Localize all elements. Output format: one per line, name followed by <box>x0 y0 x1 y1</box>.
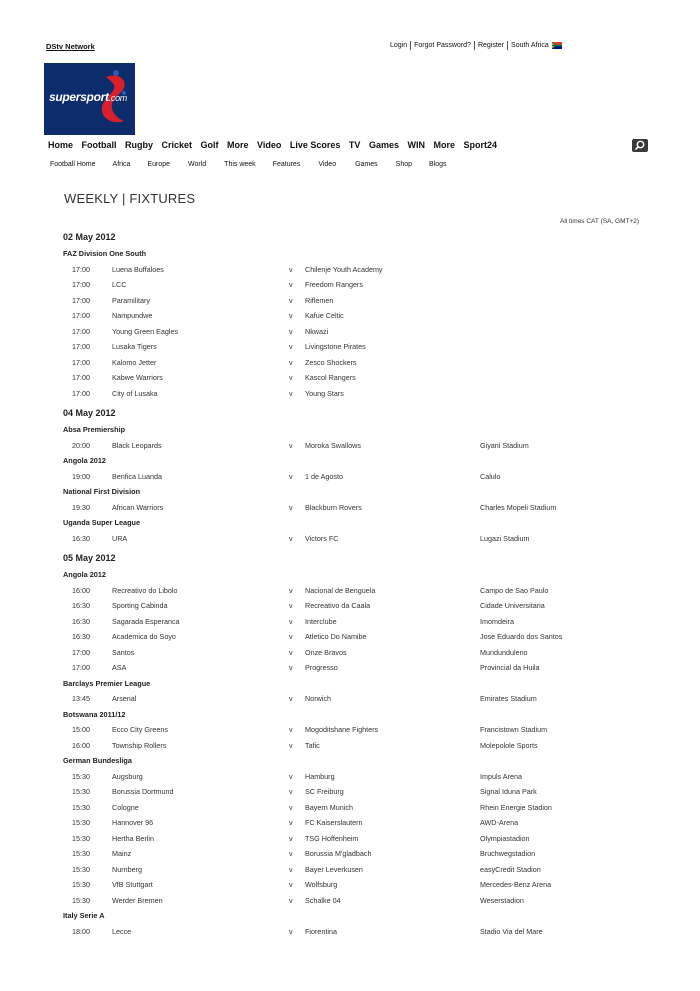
fixture-row <box>0 441 700 453</box>
versus-label: v <box>289 311 293 320</box>
home-team[interactable]: Benfica Luanda <box>112 471 162 481</box>
versus-label: v <box>289 533 293 543</box>
kickoff-time: 16:30 <box>72 601 90 610</box>
away-team[interactable]: Young Stars <box>305 388 344 398</box>
nav-video[interactable]: Video <box>257 140 282 150</box>
competition-heading: Absa Premiership <box>63 425 126 434</box>
away-team[interactable]: FC Kaiserslautern <box>305 818 363 827</box>
versus-label: v <box>289 663 293 672</box>
kickoff-time: 17:00 <box>72 647 90 657</box>
kickoff-time: 17:00 <box>72 373 90 382</box>
competition-heading: German Bundesliga <box>63 756 132 765</box>
away-team[interactable]: Schalke 04 <box>305 895 341 905</box>
away-team[interactable]: Onze Bravos <box>305 647 347 657</box>
away-team[interactable]: Chilenje Youth Academy <box>305 264 383 274</box>
venue: Calulo <box>480 471 501 481</box>
versus-label: v <box>289 295 293 305</box>
away-team[interactable]: Blackburn Rovers <box>305 502 362 512</box>
fixture-row <box>0 834 700 846</box>
fixture-row <box>0 280 700 292</box>
venue: Jose Eduardo dos Santos <box>480 632 563 641</box>
venue: Bruchwegstadion <box>480 849 536 858</box>
away-team[interactable]: Norwich <box>305 694 331 703</box>
kickoff-time: 15:30 <box>72 895 90 905</box>
nav-sport24[interactable]: Sport24 <box>463 140 497 150</box>
fixture-row <box>0 373 700 385</box>
subnav-video[interactable]: Video <box>318 161 337 168</box>
venue: Charles Mopeli Stadium <box>480 502 557 512</box>
fixture-row <box>0 586 700 598</box>
fixture-row <box>0 327 700 339</box>
fixture-row <box>0 503 700 515</box>
timezone-note: All times CAT (SA, GMT+2) <box>560 218 640 225</box>
fixture-row <box>0 849 700 861</box>
versus-label: v <box>289 264 293 274</box>
versus-label: v <box>289 787 293 796</box>
nav-cricket[interactable]: Cricket <box>161 140 193 150</box>
versus-label: v <box>289 802 293 812</box>
fixture-row <box>0 694 700 706</box>
kickoff-time: 17:00 <box>72 280 90 289</box>
fixture-row <box>0 534 700 546</box>
venue: AWD-Arena <box>480 818 519 827</box>
home-team[interactable]: Paramilitary <box>112 295 150 305</box>
home-team[interactable]: Recreativo do Libolo <box>112 585 178 595</box>
versus-label: v <box>289 280 293 289</box>
fixture-row <box>0 787 700 799</box>
versus-label: v <box>289 833 293 843</box>
venue: Mercedes-Benz Arena <box>480 880 552 889</box>
versus-label: v <box>289 694 293 703</box>
versus-label: v <box>289 849 293 858</box>
home-team[interactable]: Mainz <box>112 849 132 858</box>
fixture-row <box>0 803 700 815</box>
competition-heading: FAZ Division One South <box>63 249 147 258</box>
away-team[interactable]: Bayer Leverkusen <box>305 864 363 874</box>
south-africa-flag-icon[interactable] <box>552 42 562 49</box>
competition-heading: Uganda Super League <box>63 518 141 527</box>
fixture-row <box>0 772 700 784</box>
away-team[interactable]: Moroka Swallows <box>305 440 361 450</box>
versus-label: v <box>289 647 293 657</box>
away-team[interactable]: Nacional de Benguela <box>305 585 376 595</box>
home-team[interactable]: Lusaka Tigers <box>112 342 157 351</box>
kickoff-time: 16:30 <box>72 533 90 543</box>
kickoff-time: 15:00 <box>72 725 90 734</box>
venue: Campo de Sao Paulo <box>480 585 549 595</box>
home-team[interactable]: Hannover 96 <box>112 818 154 827</box>
fixture-row <box>0 296 700 308</box>
home-team[interactable]: Werder Bremen <box>112 895 163 905</box>
venue: Emirates Stadium <box>480 694 537 703</box>
competition-heading: Barclays Premier League <box>63 678 151 688</box>
home-team[interactable]: Black Leopards <box>112 440 162 450</box>
fixture-row <box>0 358 700 370</box>
date-heading: 02 May 2012 <box>63 232 116 242</box>
venue: Imomdeira <box>480 616 514 626</box>
region-link[interactable]: South Africa <box>511 42 549 49</box>
venue: Impuls Arena <box>480 771 522 781</box>
away-team[interactable]: TSG Hoffenheim <box>305 833 359 843</box>
fixture-row <box>0 818 700 830</box>
home-team[interactable]: Kalomo Jetter <box>112 357 157 367</box>
away-team[interactable]: 1 de Agosto <box>305 471 343 481</box>
kickoff-time: 17:00 <box>72 342 90 351</box>
kickoff-time: 15:30 <box>72 818 90 827</box>
home-team[interactable]: Hertha Berlin <box>112 833 154 843</box>
logo-text: supersport.com <box>49 90 127 104</box>
venue: Rhein Energie Stadion <box>480 802 552 812</box>
nav-rugby[interactable]: Rugby <box>125 140 154 150</box>
search-icon <box>632 139 648 152</box>
home-team[interactable]: URA <box>112 533 128 543</box>
kickoff-time: 15:30 <box>72 880 90 889</box>
kickoff-time: 19:00 <box>72 471 90 481</box>
supersport-logo[interactable] <box>44 63 135 135</box>
away-team[interactable]: Progresso <box>305 663 338 672</box>
versus-label: v <box>289 895 293 905</box>
versus-label: v <box>289 585 293 595</box>
away-team[interactable]: Bayern Munich <box>305 802 353 812</box>
home-team[interactable]: Academica do Soyo <box>112 632 176 641</box>
away-team[interactable]: Kascol Rangers <box>305 373 356 382</box>
home-team[interactable]: ASA <box>112 663 127 672</box>
divider <box>507 41 508 50</box>
date-heading: 05 May 2012 <box>63 553 116 563</box>
fixture-row <box>0 896 700 908</box>
fixture-row <box>0 617 700 629</box>
versus-label: v <box>289 616 293 626</box>
nav-tv[interactable]: TV <box>348 140 361 150</box>
fixture-row <box>0 311 700 323</box>
subnav-blogs[interactable]: Blogs <box>429 161 447 168</box>
register-link[interactable]: Register <box>477 42 505 49</box>
subnav-africa[interactable]: Africa <box>112 161 131 168</box>
forgot-password-link[interactable]: Forgot Password? <box>414 42 471 49</box>
fixture-row <box>0 648 700 660</box>
home-team[interactable]: Young Green Eagles <box>112 326 179 336</box>
subnav-this-week[interactable]: This week <box>224 161 256 168</box>
subnav-football-home[interactable]: Football Home <box>50 161 96 168</box>
competition-heading: Angola 2012 <box>63 456 106 465</box>
away-team[interactable]: Nkwazi <box>305 326 329 336</box>
kickoff-time: 16:30 <box>72 632 90 641</box>
away-team[interactable]: Recreativo da Caala <box>305 601 371 610</box>
away-team[interactable]: SC Freiburg <box>305 787 344 796</box>
venue: Stadio Via del Mare <box>480 926 543 936</box>
home-team[interactable]: Sagarada Esperanca <box>112 616 180 626</box>
versus-label: v <box>289 502 293 512</box>
versus-label: v <box>289 326 293 336</box>
venue: Giyani Stadium <box>480 440 529 450</box>
dstv-network-link[interactable]: DStv Network <box>46 42 95 51</box>
account-links <box>390 41 562 50</box>
kickoff-time: 15:30 <box>72 849 90 858</box>
kickoff-time: 16:00 <box>72 585 90 595</box>
venue: Weserstadion <box>480 895 524 905</box>
versus-label: v <box>289 471 293 481</box>
home-team[interactable]: Cologne <box>112 802 139 812</box>
venue: Cidade Universitaria <box>480 601 545 610</box>
fixture-row <box>0 342 700 354</box>
away-team[interactable]: Hamburg <box>305 771 335 781</box>
fixture-row <box>0 265 700 277</box>
versus-label: v <box>289 740 293 750</box>
fixture-row <box>0 389 700 401</box>
nav-more-2[interactable]: More <box>433 140 455 150</box>
kickoff-time: 15:30 <box>72 802 90 812</box>
divider <box>410 41 411 50</box>
home-team[interactable]: Nurnberg <box>112 864 142 874</box>
venue: Francistown Stadium <box>480 725 548 734</box>
venue: Mundunduleno <box>480 647 528 657</box>
away-team[interactable]: Fiorentina <box>305 926 337 936</box>
home-team[interactable]: Borussia Dortmund <box>112 787 174 796</box>
home-team[interactable]: Kabwe Warriors <box>112 373 163 382</box>
kickoff-time: 17:00 <box>72 295 90 305</box>
nav-live-scores[interactable]: Live Scores <box>289 140 341 150</box>
versus-label: v <box>289 342 293 351</box>
kickoff-time: 18:00 <box>72 926 90 936</box>
nav-golf[interactable]: Golf <box>200 140 219 150</box>
nav-win[interactable]: WIN <box>407 140 425 150</box>
fixture-row <box>0 632 700 644</box>
venue: Provincial da Huila <box>480 663 540 672</box>
venue: Molepolole Sports <box>480 740 538 750</box>
main-nav <box>48 140 506 150</box>
home-team[interactable]: Luena Buffaloes <box>112 264 164 274</box>
competition-heading: Angola 2012 <box>63 570 106 579</box>
home-team[interactable]: Sporting Cabinda <box>112 601 168 610</box>
fixture-row <box>0 663 700 675</box>
home-team[interactable]: Arsenal <box>112 694 137 703</box>
competition-heading: Italy Serie A <box>63 911 105 920</box>
competition-heading: Botswana 2011/12 <box>63 709 126 719</box>
home-team[interactable]: Augsburg <box>112 771 143 781</box>
versus-label: v <box>289 601 293 610</box>
kickoff-time: 15:30 <box>72 864 90 874</box>
versus-label: v <box>289 632 293 641</box>
versus-label: v <box>289 818 293 827</box>
page-title: WEEKLY | FIXTURES <box>64 191 196 206</box>
kickoff-time: 16:30 <box>72 616 90 626</box>
versus-label: v <box>289 357 293 367</box>
fixture-row <box>0 927 700 939</box>
away-team[interactable]: Tafic <box>305 740 320 750</box>
kickoff-time: 16:00 <box>72 740 90 750</box>
nav-more[interactable]: More <box>227 140 249 150</box>
subnav-games[interactable]: Games <box>355 161 378 168</box>
home-team[interactable]: VfB Stuttgart <box>112 880 153 889</box>
versus-label: v <box>289 440 293 450</box>
kickoff-time: 17:00 <box>72 357 90 367</box>
venue: easyCredit Stadion <box>480 864 541 874</box>
home-team[interactable]: Nampundwe <box>112 311 153 320</box>
away-team[interactable]: Riflemen <box>305 295 334 305</box>
away-team[interactable]: Wolfsburg <box>305 880 338 889</box>
versus-label: v <box>289 926 293 936</box>
versus-label: v <box>289 880 293 889</box>
nav-home[interactable]: Home <box>48 140 74 150</box>
home-team[interactable]: Santos <box>112 647 135 657</box>
away-team[interactable]: Freedom Rangers <box>305 280 363 289</box>
divider <box>474 41 475 50</box>
fixture-row <box>0 865 700 877</box>
home-team[interactable]: Township Rollers <box>112 740 167 750</box>
fixture-row <box>0 741 700 753</box>
kickoff-time: 19:30 <box>72 502 90 512</box>
home-team[interactable]: City of Lusaka <box>112 388 158 398</box>
venue: Signal Iduna Park <box>480 787 537 796</box>
date-heading: 04 May 2012 <box>63 408 116 418</box>
away-team[interactable]: Borussia M'gladbach <box>305 849 372 858</box>
nav-games[interactable]: Games <box>368 140 399 150</box>
search-button[interactable] <box>632 139 648 152</box>
login-link[interactable]: Login <box>390 42 408 49</box>
versus-label: v <box>289 771 293 781</box>
kickoff-time: 17:00 <box>72 663 90 672</box>
home-team[interactable]: African Warriors <box>112 502 164 512</box>
fixture-row <box>0 601 700 613</box>
football-sub-nav <box>50 161 447 168</box>
subnav-shop[interactable]: Shop <box>395 161 413 168</box>
away-team[interactable]: Atletico Do Namibe <box>305 632 367 641</box>
away-team[interactable]: Livingstone Pirates <box>305 342 366 351</box>
fixture-row <box>0 725 700 737</box>
kickoff-time: 17:00 <box>72 326 90 336</box>
versus-label: v <box>289 373 293 382</box>
fixture-row <box>0 880 700 892</box>
home-team[interactable]: Ecco City Greens <box>112 725 168 734</box>
away-team[interactable]: Zesco Shockers <box>305 357 357 367</box>
away-team[interactable]: Kafue Celtic <box>305 311 344 320</box>
subnav-world[interactable]: World <box>188 161 207 168</box>
home-team[interactable]: Lecce <box>112 926 132 936</box>
kickoff-time: 15:30 <box>72 833 90 843</box>
versus-label: v <box>289 864 293 874</box>
kickoff-time: 17:00 <box>72 264 90 274</box>
versus-label: v <box>289 388 293 398</box>
away-team[interactable]: Mogoditshane Fighters <box>305 725 379 734</box>
kickoff-time: 15:30 <box>72 787 90 796</box>
venue: Olympiastadion <box>480 833 530 843</box>
home-team[interactable]: LCC <box>112 280 127 289</box>
away-team[interactable]: Victors FC <box>305 533 339 543</box>
subnav-europe[interactable]: Europe <box>147 161 171 168</box>
kickoff-time: 15:30 <box>72 771 90 781</box>
nav-football[interactable]: Football <box>81 140 117 150</box>
kickoff-time: 17:00 <box>72 311 90 320</box>
kickoff-time: 13:45 <box>72 694 90 703</box>
competition-heading: National First Division <box>63 487 141 496</box>
kickoff-time: 20:00 <box>72 440 90 450</box>
subnav-features[interactable]: Features <box>272 161 301 168</box>
kickoff-time: 17:00 <box>72 388 90 398</box>
venue: Lugazi Stadium <box>480 533 530 543</box>
away-team[interactable]: Interclube <box>305 616 337 626</box>
fixture-row <box>0 472 700 484</box>
versus-label: v <box>289 725 293 734</box>
